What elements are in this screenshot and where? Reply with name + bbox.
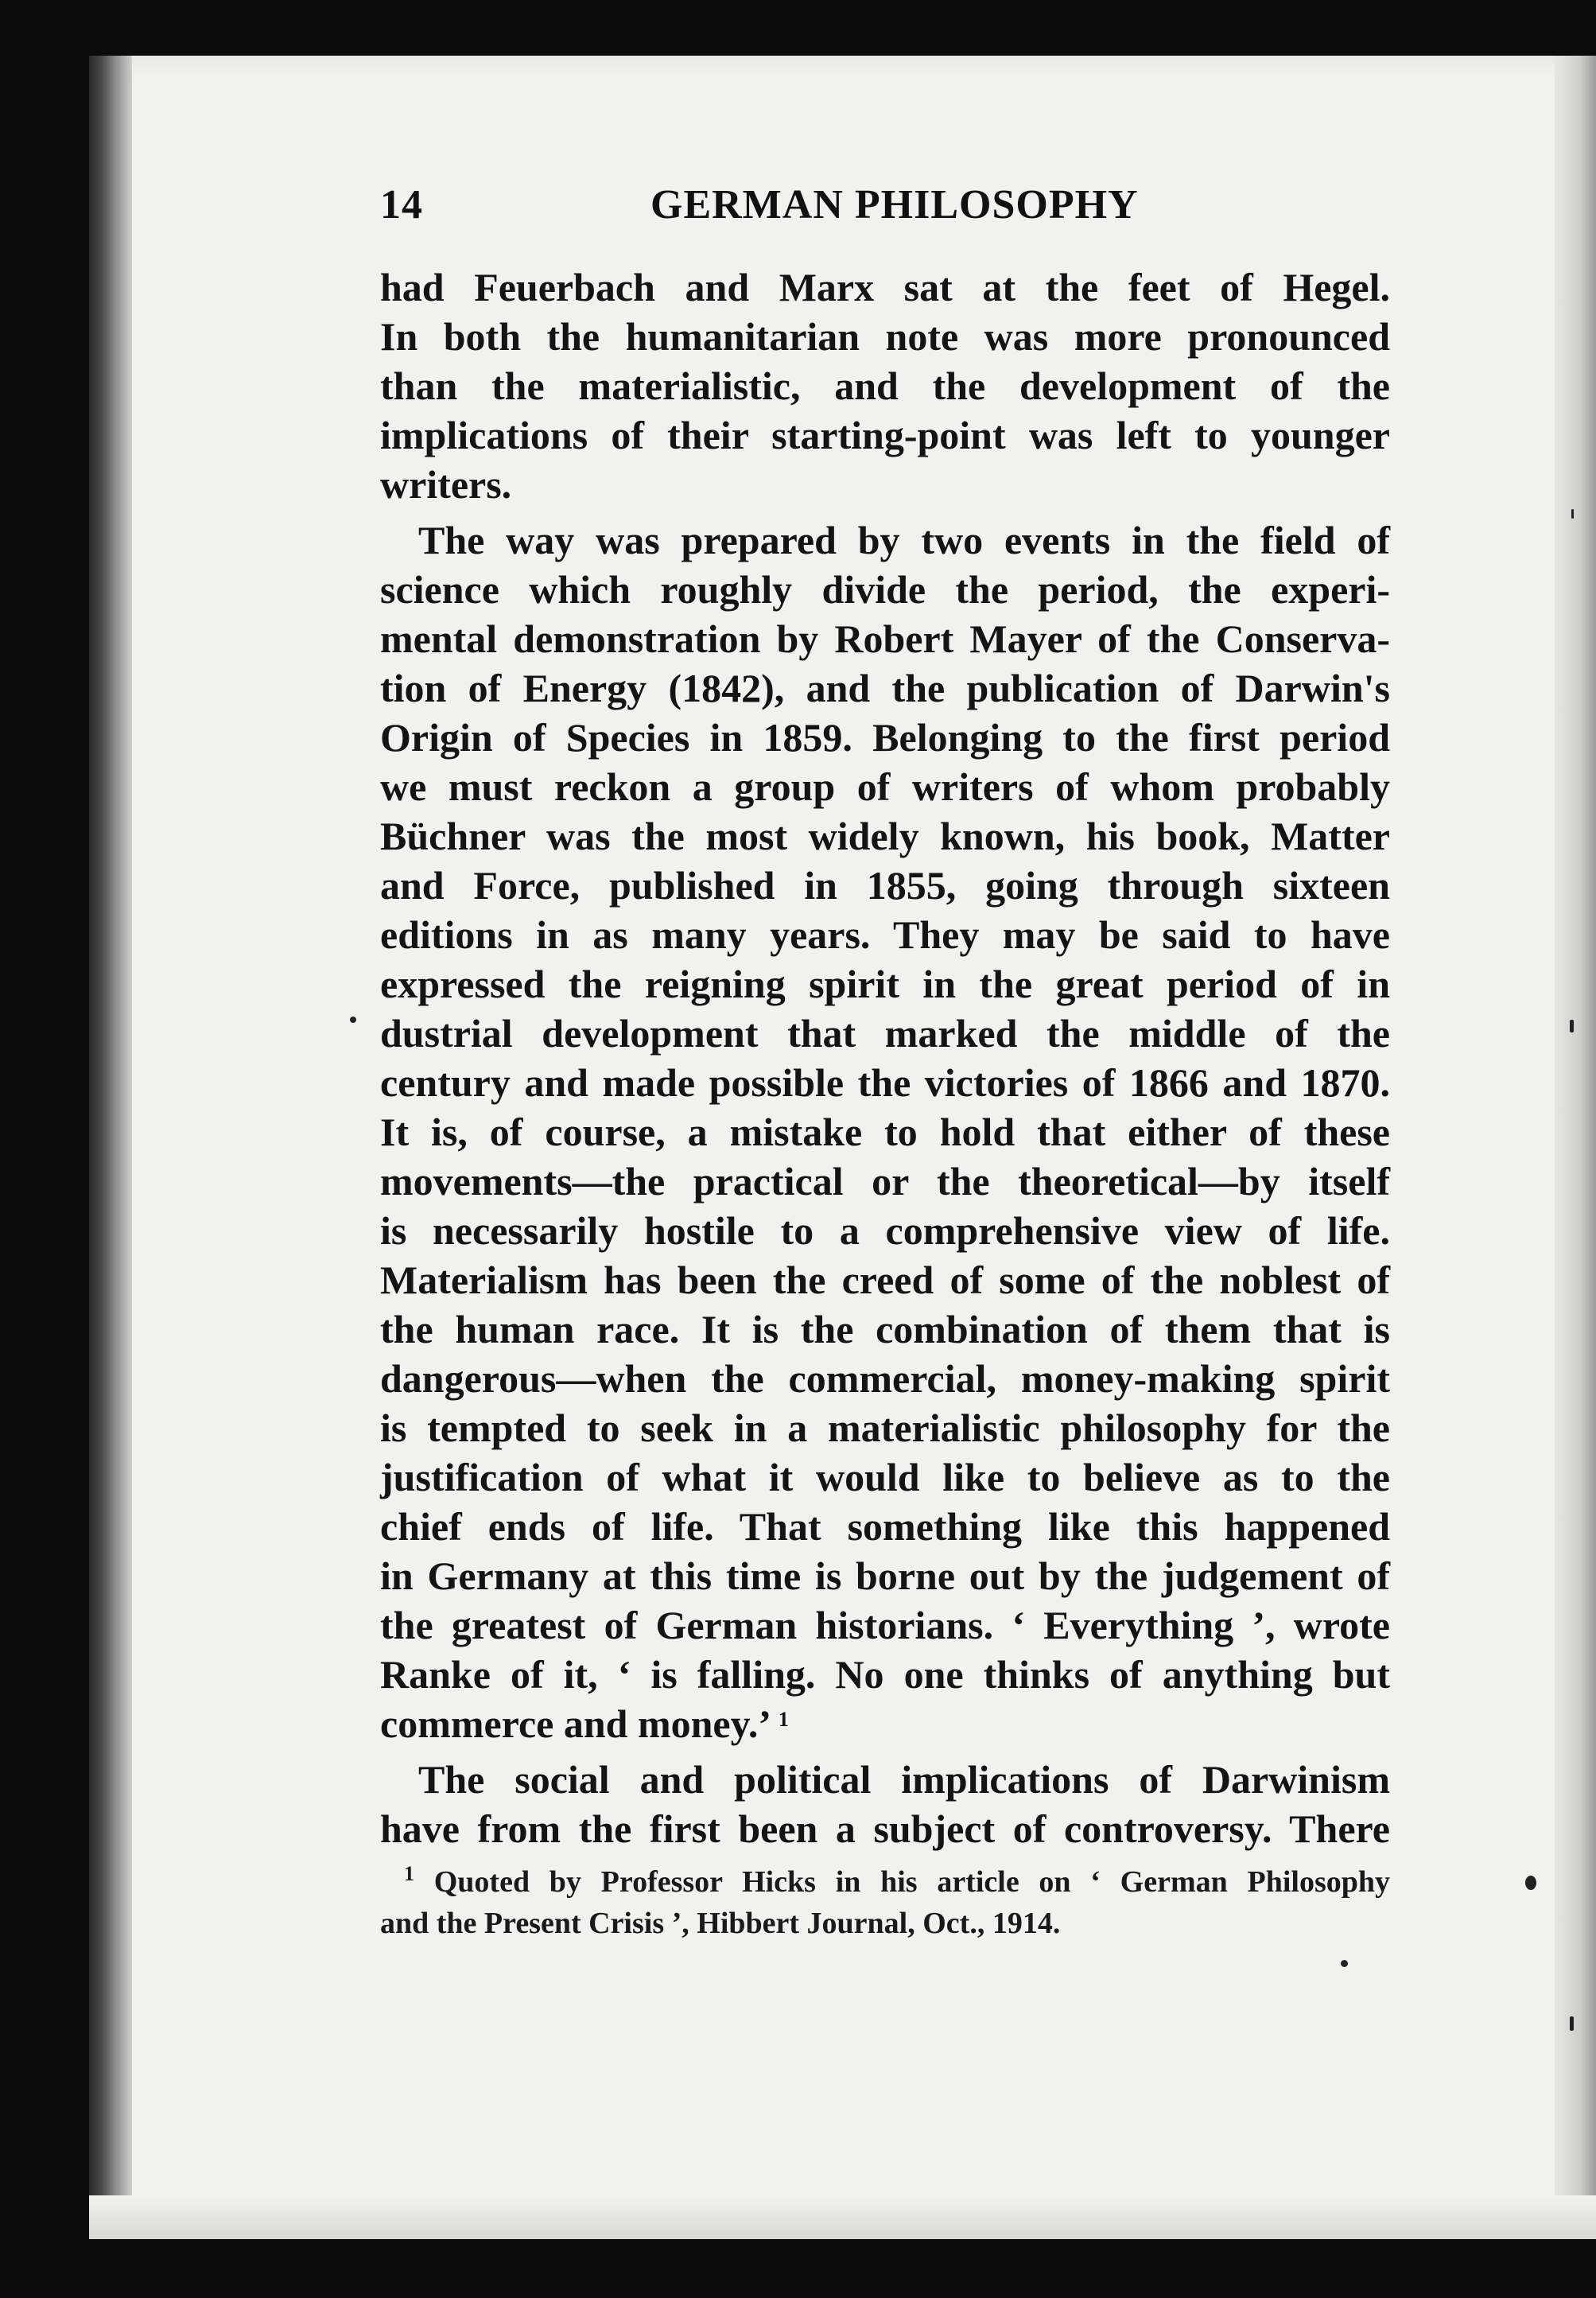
footnote-marker: 1 xyxy=(404,1862,414,1885)
text-line: is tempted to seek in a materialistic philosophy for the xyxy=(380,1406,1390,1450)
text-line: The social and political implications of Darwinism xyxy=(418,1757,1390,1802)
text-line: had Feuerbach and Marx sat at the feet of Hegel. xyxy=(380,265,1390,309)
text-line: is necessarily hostile to a comprehensive view of life. xyxy=(380,1208,1390,1253)
text-line: than the materialistic, and the development of the xyxy=(380,364,1390,408)
running-head: GERMAN PHILOSOPHY xyxy=(650,182,1139,227)
text-line: science which roughly divide the period, the experi- xyxy=(380,567,1390,612)
text-line: we must reckon a group of writers of whom probably xyxy=(380,764,1390,809)
footnote-line: and the Present Crisis ’, Hibbert Journal, Oct., 1914. xyxy=(380,1907,1061,1940)
footnote-reference: 1 xyxy=(778,1708,789,1731)
page-number: 14 xyxy=(380,182,423,227)
text-line: implications of their starting-point was left to younger xyxy=(380,413,1390,457)
text-line: commerce and money.’ xyxy=(380,1701,769,1746)
text-line: century and made possible the victories of 1866 and 1870. xyxy=(380,1060,1390,1105)
text-line: In both the humanitarian note was more pronounced xyxy=(380,314,1390,359)
scan-speck xyxy=(1525,1876,1536,1890)
text-line: Origin of Species in 1859. Belonging to the first period xyxy=(380,715,1390,760)
text-line: dangerous—when the commercial, money-making spirit xyxy=(380,1356,1390,1401)
text-line: movements—the practical or the theoretical—by itself xyxy=(380,1159,1390,1203)
scan-speck xyxy=(1571,509,1574,519)
footnote-line xyxy=(380,1861,1390,1903)
text-line: Ranke of it, ‘ is falling. No one thinks of anything but xyxy=(380,1652,1390,1697)
text-line: The way was prepared by two events in the field of xyxy=(418,518,1390,562)
scan-speck xyxy=(1341,1960,1348,1967)
text-line: mental demonstration by Robert Mayer of the Conserva- xyxy=(380,616,1390,661)
footnote xyxy=(380,1861,1390,1944)
page-bottom-shadow xyxy=(89,2195,1596,2239)
scan-speck xyxy=(350,1017,356,1023)
text-line: It is, of course, a mistake to hold that either of these xyxy=(380,1110,1390,1154)
page-header xyxy=(380,181,1390,245)
text-line: Büchner was the most widely known, his book, Matter xyxy=(380,814,1390,858)
text-line: the greatest of German historians. ‘ Everything ’, wrote xyxy=(380,1603,1390,1647)
body-text xyxy=(380,262,1390,1853)
text-line: the human race. It is the combination of them that is xyxy=(380,1307,1390,1351)
text-line: tion of Energy (1842), and the publication of Darwin's xyxy=(380,666,1390,710)
text-line: justification of what it would like to believe as to the xyxy=(380,1455,1390,1499)
text-line: and Force, published in 1855, going through sixteen xyxy=(380,863,1390,908)
text-line: editions in as many years. They may be said to have xyxy=(380,912,1390,957)
text-line: expressed the reigning spirit in the great period of in xyxy=(380,962,1390,1006)
page-gutter xyxy=(89,56,132,2239)
scan-speck xyxy=(1570,1020,1574,1032)
text-line: chief ends of life. That something like this happened xyxy=(380,1504,1390,1549)
page-fore-edge xyxy=(1555,56,1596,2239)
footnote-text: Quoted by Professor Hicks in his article on ‘ German Philosophy xyxy=(433,1865,1390,1899)
text-line: in Germany at this time is borne out by the judgement of xyxy=(380,1553,1390,1598)
text-line: Materialism has been the creed of some of the noblest of xyxy=(380,1258,1390,1302)
text-line: dustrial development that marked the middle of the xyxy=(380,1011,1390,1056)
scan-speck xyxy=(1570,2016,1574,2031)
text-line-with-footnote-ref xyxy=(380,1699,1390,1748)
text-line: writers. xyxy=(380,462,512,507)
text-line: have from the first been a subject of controversy. There xyxy=(380,1806,1390,1851)
